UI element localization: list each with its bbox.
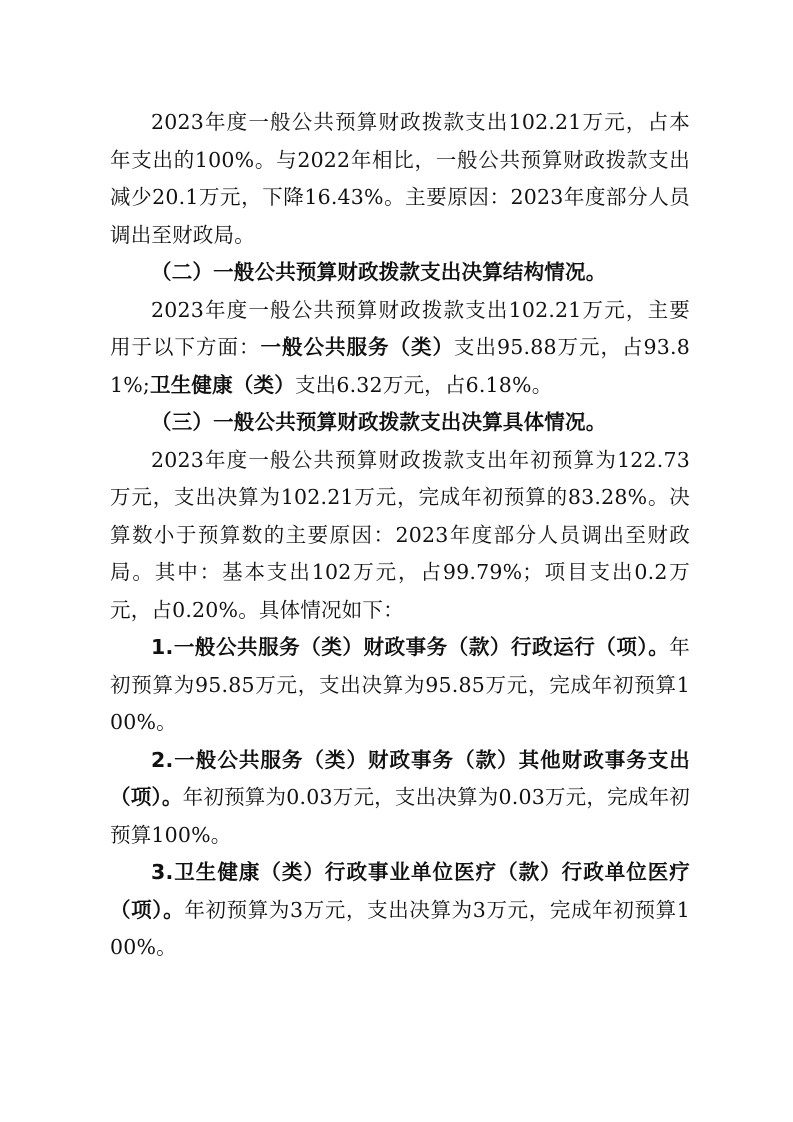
list-item-3 [110, 854, 690, 967]
paragraph-expenditure-details: 2023年度一般公共预算财政拨款支出年初预算为122.73万元，支出决算为102.21万元，完成年初预算的83.28%。决算数小于预算数的主要原因：2023年度部分人员调出至财政局。其中：基本支出102万元，占99.79%；项目支出0.2万元，占0.20%。具体情况如下： [110, 447, 690, 622]
paragraph-expenditure-summary: 2023年度一般公共预算财政拨款支出102.21万元，占本年支出的100%。与2022年相比，一般公共预算财政拨款支出减少20.1万元，下降16.43%。主要原因：2023年度部分人员调出至财政局。 [110, 110, 690, 247]
list-item-1-title: 1.一般公共服务（类）财政事务（款）行政运行（项）。 [151, 635, 670, 659]
list-item-2 [110, 742, 690, 855]
section-heading-structure: （二）一般公共预算财政拨款支出决算结构情况。 [151, 260, 607, 284]
structure-text-health: 支出6.32万元，占6.18%。 [294, 372, 553, 397]
structure-category-public-services: 一般公共服务（类） [260, 335, 455, 359]
section-heading-details: （三）一般公共预算财政拨款支出决算具体情况。 [151, 410, 607, 434]
list-item-3-text: 年初预算为3万元，支出决算为3万元，完成年初预算100%。 [110, 897, 690, 959]
structure-text-public-services: 支出95.88万元，占93.81%; [110, 335, 690, 397]
list-item-1-text: 年初预算为95.85万元，支出决算为95.85万元，完成年初预算100%。 [110, 635, 690, 734]
structure-text-intro: 2023年度一般公共预算财政拨款支出102.21万元，主要用于以下方面： [110, 297, 690, 359]
list-item-2-title: 2.一般公共服务（类）财政事务（款）其他财政事务支出（项）。 [110, 747, 690, 809]
list-item-3-title: 3.卫生健康（类）行政事业单位医疗（款）行政单位医疗（项）。 [110, 860, 690, 922]
list-item-1 [110, 629, 690, 742]
paragraph-expenditure-structure [110, 292, 690, 405]
structure-category-health: 卫生健康（类） [150, 372, 295, 397]
document-body [110, 104, 690, 967]
list-item-2-text: 年初预算为0.03万元，支出决算为0.03万元，完成年初预算100%。 [110, 785, 690, 847]
